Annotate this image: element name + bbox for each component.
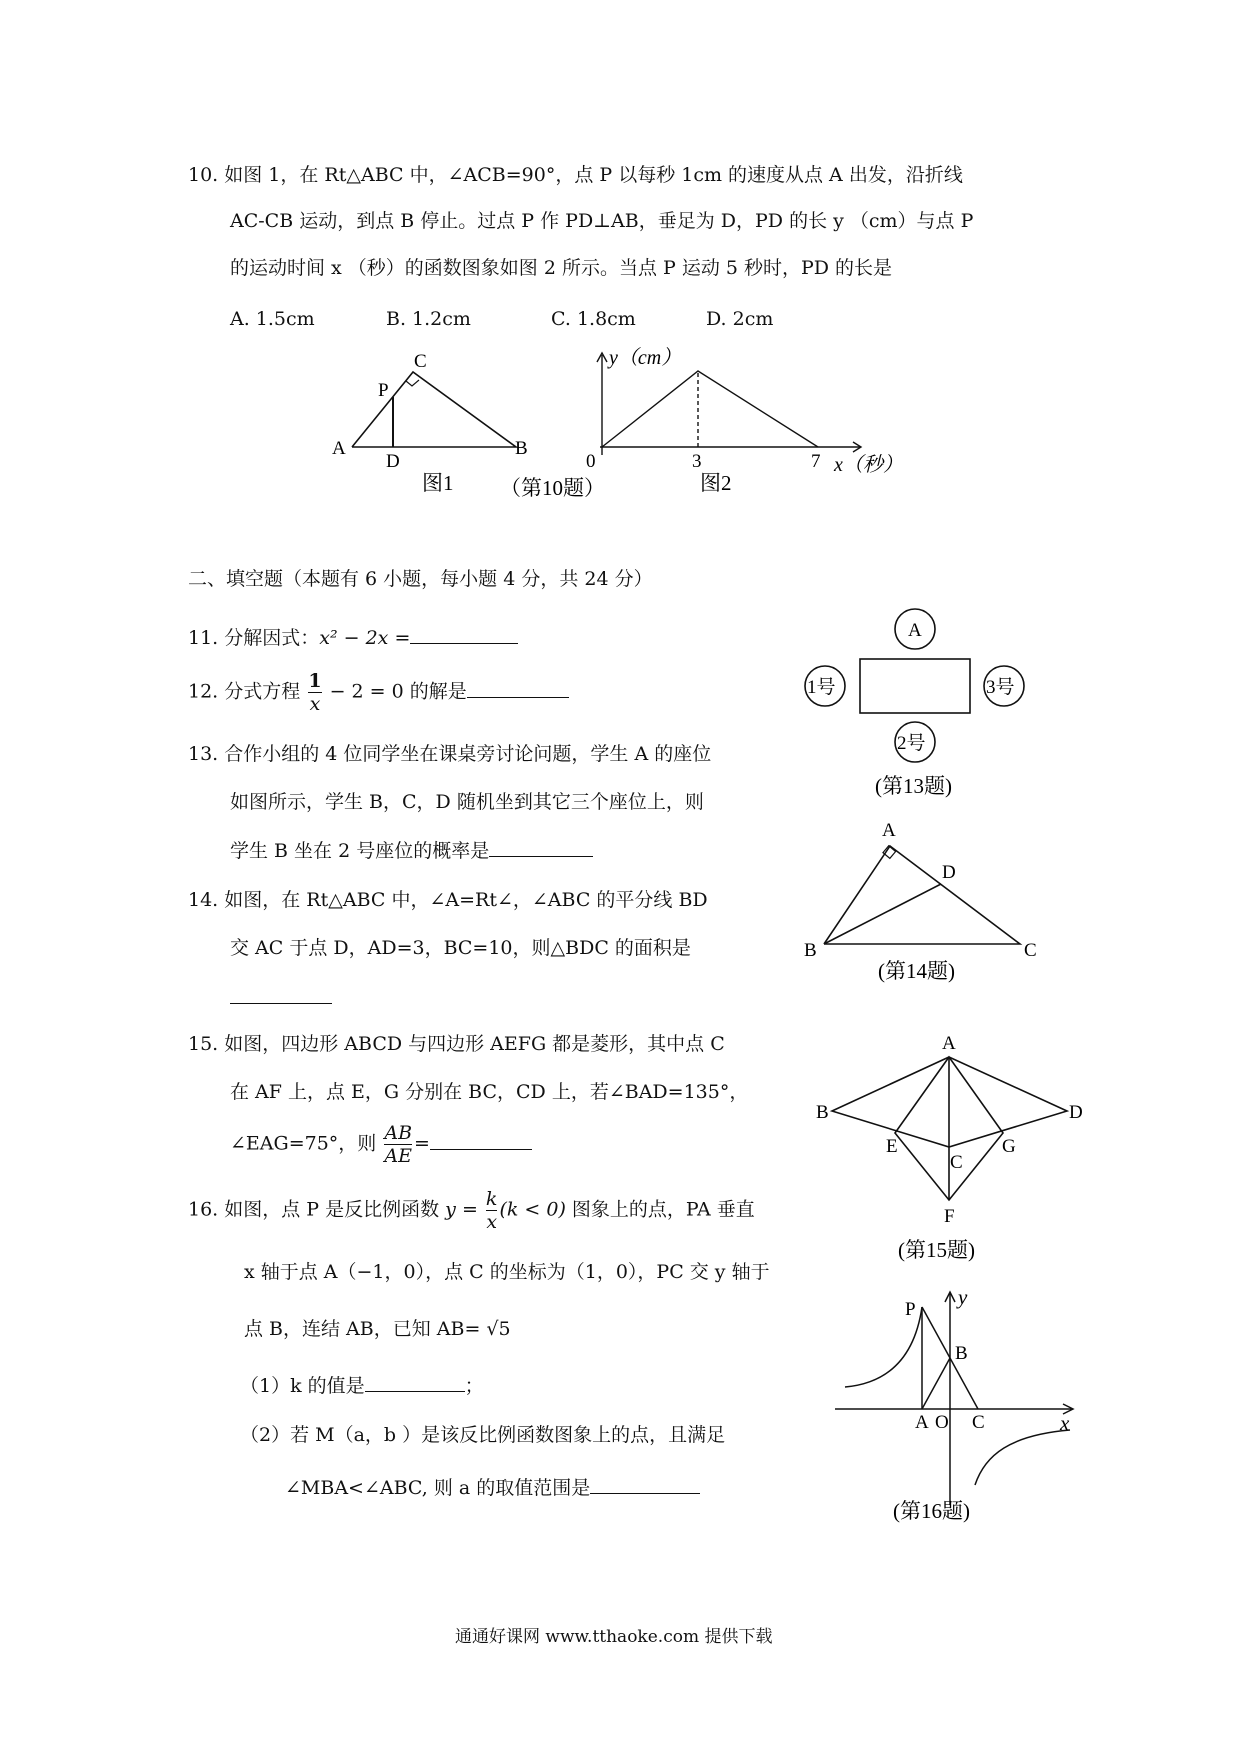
q10-fig1-triangle — [352, 372, 516, 447]
q16-fraction — [486, 1188, 498, 1233]
q10-option-a: A. 1.5cm — [230, 308, 315, 330]
q16-sub1-wrap — [240, 1373, 484, 1398]
q16-sub1-blank — [365, 1373, 465, 1392]
q15-fraction — [384, 1122, 412, 1167]
q15-line3 — [230, 1122, 532, 1167]
q16-figure — [835, 1285, 1085, 1535]
q10-fig2-tick-7: 7 — [811, 451, 821, 472]
q15-answer-blank — [430, 1131, 532, 1150]
q15-label-c: C — [950, 1152, 963, 1173]
q10-caption: （第10题） — [500, 476, 605, 500]
q16-line2: x 轴于点 A（−1，0），点 C 的坐标为（1，0），PC 交 y 轴于 — [244, 1261, 770, 1283]
q16-label-y: y — [958, 1285, 968, 1309]
q16-numerator: k — [485, 1188, 498, 1210]
q12-fraction — [308, 670, 321, 715]
q14-figure — [800, 818, 1050, 993]
q15-label-b: B — [816, 1102, 829, 1123]
q16-line1 — [188, 1188, 755, 1233]
q16-sub2a: （2）若 M（a，b ）是该反比例函数图象上的点，且满足 — [240, 1424, 726, 1446]
q16-condition: (k < 0) — [499, 1198, 566, 1221]
q16-sub2b-wrap — [285, 1475, 700, 1500]
q10-fig2-y-label: y（cm） — [609, 347, 682, 369]
q15-label-d: D — [1069, 1102, 1083, 1123]
q15-line1: 15. 如图，四边形 ABCD 与四边形 AEFG 都是菱形，其中点 C — [188, 1033, 725, 1055]
q16-line1-start: 16. 如图，点 P 是反比例函数 — [188, 1198, 440, 1221]
q16-caption: (第16题) — [893, 1499, 970, 1523]
q10-fig2-origin: 0 — [586, 451, 596, 472]
q15-label-g: G — [1002, 1136, 1016, 1157]
q15-label-e: E — [886, 1136, 898, 1157]
q14-caption: (第14题) — [878, 959, 955, 983]
q15-line3-start: ∠EAG=75°，则 — [230, 1132, 377, 1155]
q10-option-d: D. 2cm — [706, 308, 774, 330]
q14-line2: 交 AC 于点 D，AD=3，BC=10，则△BDC 的面积是 — [230, 937, 691, 959]
q10-fig1-label-a: A — [332, 438, 346, 459]
q15-label-f: F — [944, 1206, 955, 1227]
q14-triangle — [824, 846, 1020, 944]
q16-sub2b: ∠MBA<∠ABC, 则 a 的取值范围是 — [285, 1477, 591, 1499]
q11-prefix: 11. 分解因式： — [188, 627, 320, 649]
q16-label-x: x — [1060, 1411, 1070, 1435]
q12-prefix: 12. 分式方程 — [188, 680, 301, 703]
q12-answer-blank — [467, 679, 569, 698]
q14-label-b: B — [804, 940, 817, 961]
q16-label-o: O — [935, 1412, 949, 1433]
q16-label-a: A — [915, 1412, 929, 1433]
q16-label-b: B — [955, 1343, 968, 1364]
q16-line1-end: 图象上的点，PA 垂直 — [571, 1198, 755, 1221]
q10-fig2-x-label: x（秒） — [834, 454, 903, 476]
q10-fig1-label-c: C — [414, 351, 427, 372]
q13-seat-1: 1号 — [807, 677, 836, 698]
q13-caption: (第13题) — [875, 774, 952, 798]
q14-label-a: A — [882, 820, 896, 841]
q10-line2: AC-CB 运动，到点 B 停止。过点 P 作 PD⊥AB，垂足为 D，PD 的长 y （cm）与点 P — [230, 210, 974, 232]
q14-label-d: D — [942, 862, 956, 883]
q14-label-c: C — [1024, 940, 1037, 961]
q16-label-p: P — [905, 1299, 916, 1320]
q11 — [188, 625, 518, 650]
q15-numerator: AB — [384, 1122, 413, 1144]
q13-figure — [795, 600, 1035, 805]
q16-sub1-end: ； — [464, 1375, 484, 1397]
q16-line3: 点 B，连结 AB，已知 AB= √5 — [244, 1318, 511, 1340]
q13-seat-a: A — [908, 620, 922, 641]
q10-fig1-label-p: P — [378, 380, 389, 401]
q12-rest: − 2 = 0 的解是 — [329, 680, 467, 703]
q15-label-a: A — [942, 1033, 956, 1054]
q16-function-y: y = — [445, 1198, 478, 1221]
q15-equals: = — [414, 1132, 430, 1155]
q13-line2: 如图所示，学生 B，C，D 随机坐到其它三个座位上，则 — [230, 791, 704, 813]
q14-line3 — [230, 985, 332, 1010]
q12-numerator: 1 — [308, 670, 322, 692]
section-2-heading: 二、填空题（本题有 6 小题，每小题 4 分，共 24 分） — [188, 568, 653, 590]
q13-seat-2: 2号 — [897, 733, 926, 754]
q15-figure — [810, 1032, 1090, 1272]
q15-caption: (第15题) — [898, 1238, 975, 1262]
q15-rhombuses — [832, 1057, 1067, 1200]
q10-line3: 的运动时间 x （秒）的函数图象如图 2 所示。当点 P 运动 5 秒时，PD 的长是 — [230, 257, 893, 279]
q16-denominator: x — [486, 1211, 498, 1233]
q15-denominator: AE — [384, 1145, 412, 1167]
q16-label-c: C — [972, 1412, 985, 1433]
q13-desk — [860, 659, 970, 713]
q16-sub2-blank — [590, 1475, 700, 1494]
q13-seat-3: 3号 — [986, 677, 1015, 698]
q10-option-c: C. 1.8cm — [551, 308, 636, 330]
q10-fig1-caption: 图1 — [422, 471, 454, 495]
q13-line1: 13. 合作小组的 4 位同学坐在课桌旁讨论问题，学生 A 的座位 — [188, 743, 712, 765]
q10-fig2-caption: 图2 — [700, 471, 732, 495]
q12 — [188, 670, 569, 715]
q16-graph — [835, 1292, 1073, 1505]
q10-line1: 10. 如图 1，在 Rt△ABC 中，∠ACB=90°，点 P 以每秒 1cm 的速度从点 A 出发，沿折线 — [188, 164, 963, 186]
q11-answer-blank — [410, 625, 518, 644]
q10-fig1-label-b: B — [515, 438, 528, 459]
q10-fig1-label-d: D — [386, 451, 400, 472]
q13-line3: 学生 B 坐在 2 号座位的概率是 — [230, 840, 490, 862]
q12-denominator: x — [309, 693, 321, 715]
q10-fig2-tick-3: 3 — [692, 451, 702, 472]
q13-line3-wrap — [230, 838, 593, 863]
q11-expression: x² − 2x = — [319, 627, 411, 649]
q14-line1: 14. 如图，在 Rt△ABC 中，∠A=Rt∠，∠ABC 的平分线 BD — [188, 889, 708, 911]
q14-answer-blank — [230, 985, 332, 1004]
q10-figure — [320, 345, 920, 505]
q16-sub1: （1）k 的值是 — [240, 1375, 365, 1397]
q15-line2: 在 AF 上，点 E，G 分别在 BC，CD 上，若∠BAD=135°， — [230, 1081, 749, 1103]
q10-option-b: B. 1.2cm — [386, 308, 471, 330]
footer-source: 通通好课网 www.tthaoke.com 提供下载 — [455, 1627, 773, 1647]
q13-answer-blank — [489, 838, 593, 857]
